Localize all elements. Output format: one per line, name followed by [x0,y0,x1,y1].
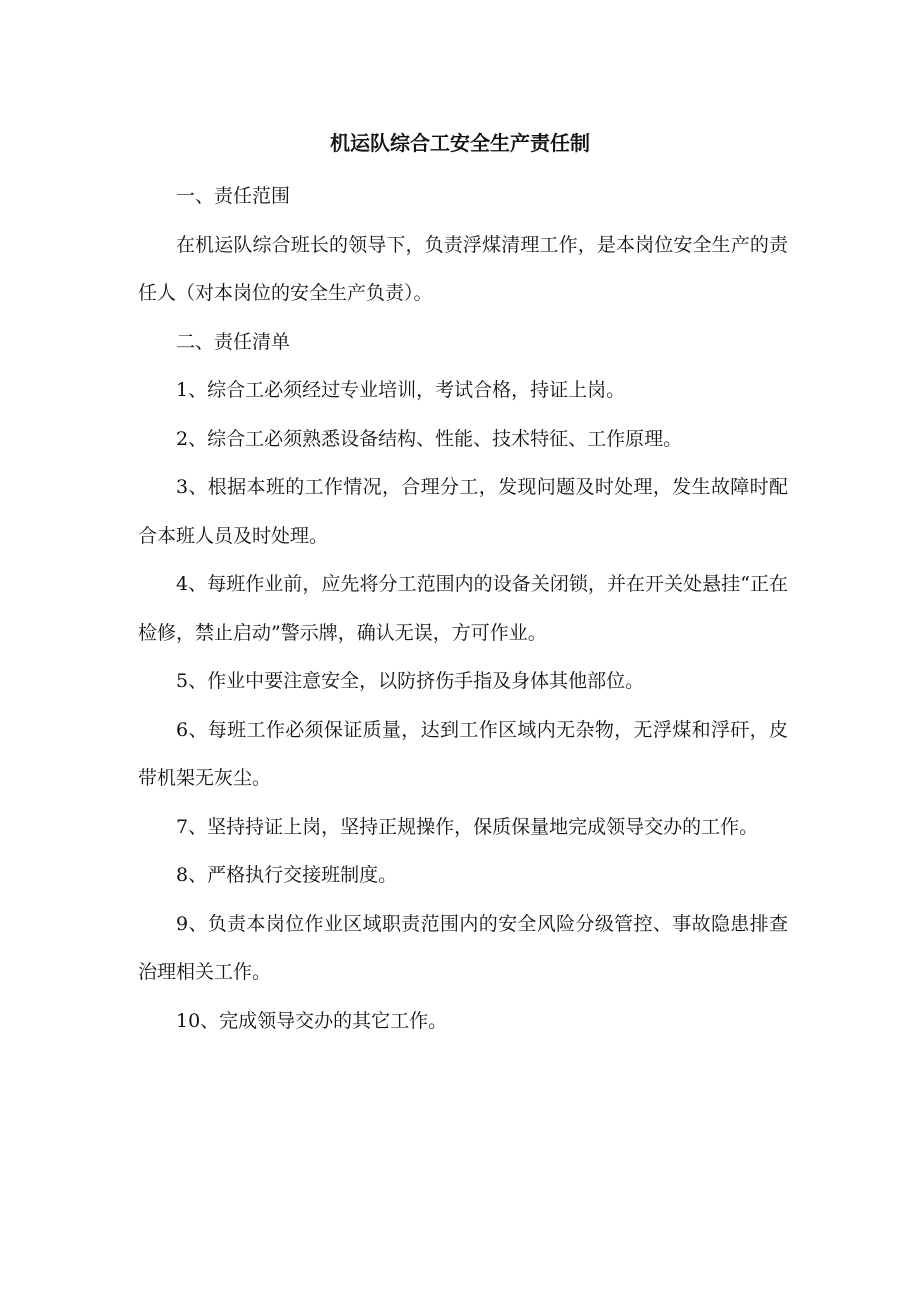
document-body [138,172,788,1045]
list-item-6: 6、每班工作必须保证质量，达到工作区域内无杂物，无浮煤和浮矸，皮带机架无灰尘。 [138,718,788,789]
scope-paragraph: 在机运队综合班长的领导下，负责浮煤清理工作，是本岗位安全生产的责任人（对本岗位的安全生产负责）。 [138,233,788,304]
list-item-10: 10、完成领导交办的其它工作。 [176,1009,448,1032]
list-item-3: 3、根据本班的工作情况，合理分工，发现问题及时处理，发生故障时配合本班人员及时处理。 [138,476,788,547]
list-item-5: 5、作业中要注意安全，以防挤伤手指及身体其他部位。 [176,670,645,692]
section-heading-list: 二、责任清单 [176,330,291,353]
list-item-4: 4、每班作业前，应先将分工范围内的设备关闭锁，并在开关处悬挂“正在检修，禁止启动”警示牌，确认无误，方可作业。 [138,573,788,644]
list-item-2: 2、综合工必须熟悉设备结构、性能、技术特征、工作原理。 [176,427,683,450]
section-heading-scope: 一、责任范围 [176,185,291,207]
list-item-9: 9、负责本岗位作业区域职责范围内的安全风险分级管控、事故隐患排查治理相关工作。 [138,912,788,983]
document-title: 机运队综合工安全生产责任制 [330,131,590,155]
list-item-7: 7、坚持持证上岗，坚持正规操作，保质保量地完成领导交办的工作。 [176,815,759,838]
list-item-1: 1、综合工必须经过专业培训，考试合格，持证上岗。 [176,379,626,401]
list-item-8: 8、严格执行交接班制度。 [176,864,398,886]
